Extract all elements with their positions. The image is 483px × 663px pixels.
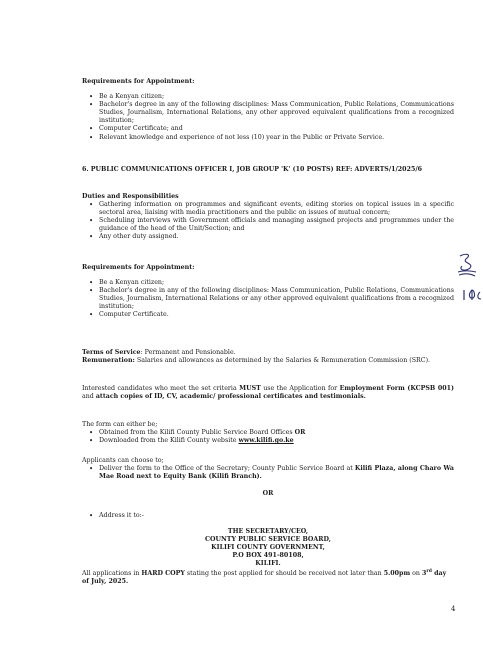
must-text: MUST xyxy=(239,385,261,392)
form-intro: The form can either be; xyxy=(82,421,158,428)
address-list xyxy=(82,512,454,520)
deadline-text: stating the post applied for should be received not later than xyxy=(184,570,384,578)
list-item: • Address it to:- xyxy=(82,512,454,520)
list-item: • Be a Kenyan citizen; xyxy=(82,93,454,101)
requirements-section-2 xyxy=(82,264,454,320)
duties-section xyxy=(82,193,454,242)
deadline-day: 3 xyxy=(421,570,427,578)
list-item: • Bachelor's degree in any of the following disciplines: Mass Communication, Public Relations, Communications Studies, Journalism, International Relations, any other approved equivalent qualifications from a recognized institution; xyxy=(82,101,454,125)
choose-intro: Applicants can choose to; xyxy=(82,457,164,464)
deadline-paragraph xyxy=(82,568,454,586)
apply-text: use the Application for xyxy=(260,385,340,392)
deadline-date: day of July, 2025. xyxy=(82,570,447,586)
list-item: • Computer Certificate; and xyxy=(82,125,454,133)
remuneration-value: Salaries and allowances as determined by the Salaries & Remuneration Commission (SRC). xyxy=(134,357,431,365)
deliver-text: Deliver the form to the Office of the Secretary; County Public Service Board at xyxy=(99,465,355,473)
list-item: • Any other duty assigned. xyxy=(82,233,454,241)
address-line: P.O BOX 491-80108, xyxy=(232,551,304,559)
signature-mark xyxy=(452,250,482,302)
application-paragraph xyxy=(82,385,454,401)
delivery-list xyxy=(82,465,454,481)
attachments-text: attach copies of ID, CV, academic/ professional certificates and testimonials. xyxy=(95,393,366,401)
list-item xyxy=(82,437,454,445)
delivery-options xyxy=(82,457,454,520)
deadline-time: 5.00pm xyxy=(383,570,411,578)
list-item xyxy=(82,465,454,481)
requirements-heading: Requirements for Appointment: xyxy=(82,264,195,271)
deadline-text: on xyxy=(410,570,422,578)
terms-label: Terms of Service xyxy=(82,349,141,356)
page-number: 4 xyxy=(451,605,456,613)
list-item xyxy=(82,429,454,437)
address-line: COUNTY PUBLIC SERVICE BOARD, xyxy=(205,535,331,543)
list-item: • Bachelor's degree in any of the following disciplines: Mass Communication, Public Relations, Communications Studies, Journalism, International Relations or any other approved equivalent qualifications from a recognized institution; xyxy=(82,287,454,311)
hard-copy-text: HARD COPY xyxy=(141,570,185,578)
remuneration-label: Remuneration: xyxy=(82,357,135,365)
requirements-section-1 xyxy=(82,78,454,142)
form-options-list xyxy=(82,429,454,445)
form-name: Employment Form (KCPSB 001) xyxy=(339,385,454,392)
website-link[interactable]: www.kilifi.go.ke xyxy=(238,437,294,445)
duties-list xyxy=(82,201,454,241)
deadline-text: All applications in xyxy=(82,570,142,578)
duties-heading: Duties and Responsibilities xyxy=(82,193,179,200)
list-item: • Relevant knowledge and experience of not less (10) year in the Public or Private Service. xyxy=(82,134,454,142)
option-text: Obtained from the Kilifi County Public Service Board Offices xyxy=(99,429,295,437)
deadline-day-suffix: rd xyxy=(426,569,432,574)
list-item: • Gathering information on programmes and significant events, editing stories on topical issues in a specific sectoral area, liaising with media practitioners and the public on issues of mutual concern; xyxy=(82,201,454,217)
address-line: THE SECRETARY/CEO, xyxy=(227,528,309,535)
deliver-location: Kilifi Plaza, along Charo Wa Mae Road next to Equity Bank (Kilifi Branch). xyxy=(99,465,454,481)
list-item: • Be a Kenyan citizen; xyxy=(82,279,454,287)
option-text: Downloaded from the Kilifi County website xyxy=(99,437,239,445)
or-separator: OR xyxy=(262,490,274,498)
apply-text: Interested candidates who meet the set criteria xyxy=(82,385,240,392)
address-line: KILIFI COUNTY GOVERNMENT, xyxy=(211,543,325,551)
requirements-heading: Requirements for Appointment: xyxy=(82,78,195,85)
apply-text: and xyxy=(82,393,96,401)
post-title: 6. PUBLIC COMMUNICATIONS OFFICER I, JOB GROUP 'K' (10 POSTS) REF: ADVERTS/1/2025/6 xyxy=(82,166,423,173)
terms-section xyxy=(82,349,454,365)
or-text: OR xyxy=(294,429,306,437)
list-item: • Computer Certificate. xyxy=(82,311,454,319)
address-block xyxy=(82,528,454,568)
form-options xyxy=(82,421,454,445)
address-line: KILIFI. xyxy=(255,559,281,567)
terms-value: : Permanent and Pensionable. xyxy=(140,349,236,356)
requirements-list xyxy=(82,93,454,142)
requirements-list xyxy=(82,279,454,319)
list-item: • Scheduling interviews with Government officials and managing assigned projects and programmes under the guidance of the head of the Unit/Section; and xyxy=(82,217,454,233)
